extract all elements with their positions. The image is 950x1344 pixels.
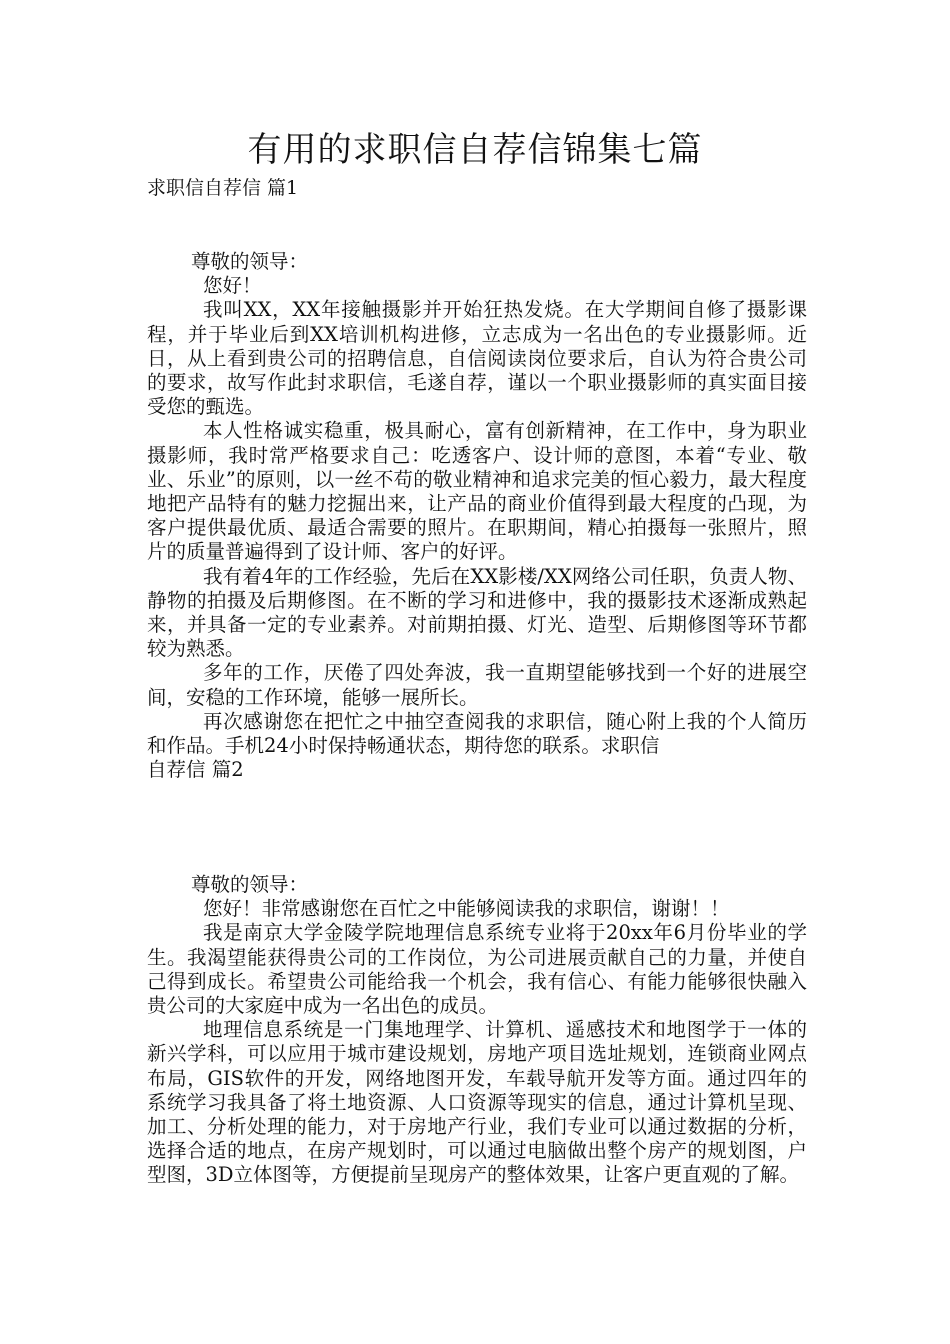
body-paragraph: 我是南京大学金陵学院地理信息系统专业将于20xx年6月份毕业的学生。我渴望能获得贵公司的工作岗位，为公司进展贡献自己的力量，并使自己得到成长。希望贵公司能给我一个机会，我有信心、有能力能够很快融入贵公司的大家庭中成为一名出色的成员。 <box>147 921 807 1018</box>
body-paragraph: 我叫XX，XX年接触摄影并开始狂热发烧。在大学期间自修了摄影课程，并于毕业后到XX培训机构进修，立志成为一名出色的专业摄影师。近日，从上看到贵公司的招聘信息，自信阅读岗位要求后，自认为符合贵公司的要求，故写作此封求职信，毛遂自荐，谨以一个职业摄影师的真实面目接受您的甄选。 <box>147 298 807 419</box>
body-paragraph: 我有着4年的工作经验，先后在XX影楼/XX网络公司任职，负责人物、静物的拍摄及后期修图。在不断的学习和进修中，我的摄影技术逐渐成熟起来，并具备一定的专业素养。对前期拍摄、灯光、造型、后期修图等环节都较为熟悉。 <box>147 564 807 661</box>
letter-2 <box>147 873 807 1188</box>
body-paragraph: 再次感谢您在把忙之中抽空查阅我的求职信，随心附上我的个人简历和作品。手机24小时保持畅通状态，期待您的联系。求职信 <box>147 709 807 758</box>
body-paragraph: 地理信息系统是一门集地理学、计算机、遥感技术和地图学于一体的新兴学科，可以应用于城市建设规划，房地产项目选址规划，连锁商业网点布局，GIS软件的开发，网络地图开发，车载导航开发等方面。通过四年的系统学习我具备了将土地资源、人口资源等现实的信息，通过计算机呈现、加工、分析处理的能力，对于房地产行业，我们专业可以通过数据的分析，选择合适的地点，在房产规划时，可以通过电脑做出整个房产的规划图，户型图，3D立体图等，方便提前呈现房产的整体效果，让客户更直观的了解。 <box>147 1018 807 1187</box>
section-heading-1: 求职信自荐信 篇1 <box>147 177 299 199</box>
greeting: 您好！ <box>203 274 262 298</box>
body-paragraph: 本人性格诚实稳重，极具耐心，富有创新精神，在工作中，身为职业摄影师，我时常严格要求自己：吃透客户、设计师的意图，本着“专业、敬业、乐业”的原则，以一丝不苟的敬业精神和追求完美的恒心毅力，最大程度地把产品特有的魅力挖掘出来，让产品的商业价值得到最大程度的凸现，为客户提供最优质、最适合需要的照片。在职期间，精心拍摄每一张照片，照片的质量普遍得到了设计师、客户的好评。 <box>147 419 807 564</box>
salutation: 尊敬的领导： <box>191 873 309 896</box>
section-heading-2: 自荐信 篇2 <box>147 758 244 782</box>
document-title: 有用的求职信自荐信锦集七篇 <box>247 130 703 170</box>
greeting: 您好！非常感谢您在百忙之中能够阅读我的求职信，谢谢！！ <box>203 897 730 921</box>
salutation: 尊敬的领导： <box>191 250 309 273</box>
body-paragraph: 多年的工作，厌倦了四处奔波，我一直期望能够找到一个好的进展空间，安稳的工作环境，能够一展所长。 <box>147 661 807 709</box>
letter-1 <box>147 250 807 782</box>
